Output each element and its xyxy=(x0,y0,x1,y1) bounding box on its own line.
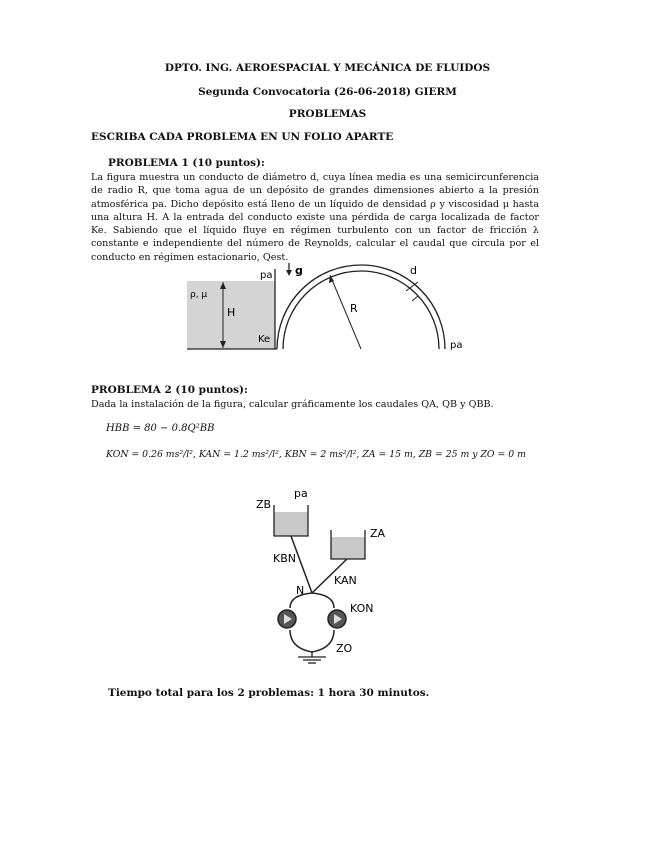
department-title: DPTO. ING. AEROESPACIAL Y MECÁNICA DE FLUIDOS xyxy=(164,62,491,74)
label-d: d xyxy=(410,264,417,277)
label-pa: pa xyxy=(294,487,308,500)
gravity-arrow-icon xyxy=(286,270,292,276)
problem2-title: PROBLEMA 2 (10 puntos): xyxy=(91,384,248,396)
label-rho-mu: ρ, μ xyxy=(190,290,208,300)
reservoir-A-liquid xyxy=(331,537,365,559)
label-Ke: Ke xyxy=(258,334,271,345)
problem1-text: La figura muestra un conducto de diámetro d, cuya línea media es una semicircunferencia de radio R, que toma agua de un depósito de grandes dimensiones abierto a la presión atmosférica pa. Dicho depósito está lleno de un líquido de densidad ρ y viscosidad μ hasta una altura H. A la entrada del conducto existe una pérdida de carga localizada de factor Ke. Sabiendo que el líquido fluye en régimen turbulento con un factor de fricción λ constante e independiente del número de Reynolds, calcular el caudal que circula por el conducto en régimen estacionario, Qest. xyxy=(91,172,539,263)
diameter-pointer-inner xyxy=(412,296,418,301)
problem2-figure xyxy=(250,480,400,665)
label-pa-exit: pa xyxy=(450,340,463,351)
problem2-text: Dada la instalación de la figura, calcular gráficamente los caudales QA, QB y QBB. xyxy=(91,399,494,410)
parameters-equation: KON = 0.26 ms²/l², KAN = 1.2 ms²/l², KBN = 2 ms²/l², ZA = 15 m, ZB = 25 m y ZO = 0 m xyxy=(106,449,526,460)
label-g: g xyxy=(295,264,303,277)
problem1-figure xyxy=(180,260,480,360)
label-ZB: ZB xyxy=(256,498,272,511)
pipe-outer-wall xyxy=(277,265,445,349)
label-ZO: ZO xyxy=(336,642,353,655)
section-title: PROBLEMAS xyxy=(288,108,367,120)
pipe-O-left xyxy=(290,630,312,652)
pipe-inner-wall xyxy=(283,271,439,349)
pump-curve-equation: HBB = 80 − 0.8Q²BB xyxy=(106,423,215,434)
reservoir-B-liquid xyxy=(274,512,308,536)
label-R: R xyxy=(350,302,358,315)
label-KBN: KBN xyxy=(273,552,296,565)
pipe-N-right xyxy=(312,593,334,608)
label-H: H xyxy=(227,306,236,319)
label-KON: KON xyxy=(350,602,374,615)
label-pa-top: pa xyxy=(260,270,273,281)
session-title: Segunda Convocatoria (26-06-2018) GIERM xyxy=(198,86,457,98)
label-ZA: ZA xyxy=(370,527,386,540)
label-N: N xyxy=(296,584,305,597)
label-KAN: KAN xyxy=(334,574,357,587)
total-time-note: Tiempo total para los 2 problemas: 1 hora 30 minutos. xyxy=(108,687,430,699)
pipe-O-right xyxy=(312,630,334,652)
instruction-text: ESCRIBA CADA PROBLEMA EN UN FOLIO APARTE xyxy=(91,131,394,143)
problem1-title: PROBLEMA 1 (10 puntos): xyxy=(108,157,265,169)
